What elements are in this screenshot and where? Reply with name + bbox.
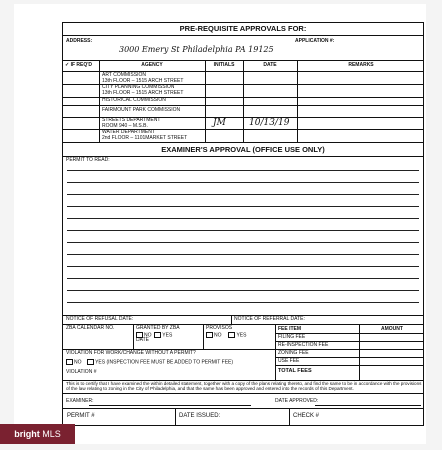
check-number-label: CHECK # [293, 413, 320, 419]
examiner-label: EXAMINER: [66, 398, 94, 404]
permit-number-label: PERMIT # [67, 413, 95, 419]
fee-filing: FILING FEE [278, 334, 306, 340]
col-initials: INITIALS [213, 62, 235, 68]
total-fees-label: TOTAL FEES [278, 368, 312, 374]
fee-zoning: ZONING FEE [278, 350, 309, 356]
violation-no-checkbox[interactable] [66, 359, 73, 365]
col-remarks: REMARKS [348, 62, 374, 68]
form-page [14, 4, 426, 444]
fee-use: USE FEE [278, 358, 300, 364]
provisos-no-checkbox[interactable] [206, 332, 213, 338]
col-agency: AGENCY [141, 62, 163, 68]
fee-item-header: FEE ITEM [278, 326, 302, 332]
prerequisite-approvals-form [62, 22, 424, 426]
fee-reinspection: RE-INSPECTION FEE [278, 342, 329, 348]
granted-by-zba-label: GRANTED BY ZBA [136, 325, 180, 331]
violation-yes-checkbox[interactable] [87, 359, 94, 365]
permit-to-read-label: PERMIT TO READ: [66, 157, 110, 163]
agency-fairmount-park: FAIRMOUNT PARK COMMISSION [102, 107, 181, 113]
date-issued-label: DATE ISSUED: [179, 413, 221, 419]
agency-streets-department: STREETS DEPARTMENT ROOM 940 – M.S.B. [102, 117, 161, 129]
agency-art-commission: ART COMMISSION 13th FLOOR – 1515 ARCH STREET [102, 72, 184, 84]
date-approved-label: DATE APPROVED: [275, 398, 319, 404]
provisos-label: PROVISOS [206, 325, 233, 331]
notice-refusal-label: NOTICE OF REFUSAL DATE: [66, 316, 134, 322]
streets-initials: JM [213, 118, 226, 128]
examiner-approval-title: EXAMINER'S APPROVAL (OFFICE USE ONLY) [161, 145, 325, 154]
violation-question: VIOLATION FOR WORK/CHANGE WITHOUT A PERMIT? [66, 350, 196, 356]
amount-header: AMOUNT [381, 326, 403, 332]
col-if-required: ✓ IF REQ'D [65, 62, 93, 68]
certification-statement: This is to certify that I have examined the within detailed statement, together with a copy of the plans relating thereto, and find the same to be in accordance with the provisions of the law relating to zoning in the City of Philadelphia, and that the same has been approved and entered into the records of this Department. [66, 381, 422, 392]
zba-calendar-label: ZBA CALENDAR NO. [66, 325, 115, 331]
zba-date-label: DATE [136, 337, 149, 343]
granted-yes-checkbox[interactable] [154, 332, 161, 338]
granted-options: NO YES [136, 332, 172, 339]
col-date: DATE [263, 62, 277, 68]
provisos-yes-checkbox[interactable] [228, 332, 235, 338]
violation-number-label: VIOLATION # [66, 369, 97, 375]
agency-water-department: WATER DEPARTMENT 2nd FLOOR – 1101MARKET STREET [102, 129, 188, 141]
notice-referral-label: NOTICE OF REFERRAL DATE: [234, 316, 305, 322]
address-value: 3000 Emery St Philadelphia PA 19125 [119, 45, 274, 54]
watermark-service: MLS [42, 429, 61, 439]
watermark-brand: bright [14, 429, 40, 439]
streets-date: 10/13/19 [249, 118, 290, 128]
agency-historical-commission: HISTORICAL COMMISSION [102, 97, 166, 103]
bright-mls-watermark [0, 424, 75, 444]
form-title: PRE-REQUISITE APPROVALS FOR: [179, 24, 307, 33]
provisos-options: NO YES [206, 332, 246, 339]
address-label: ADDRESS: [66, 38, 93, 44]
agency-city-planning: CITY PLANNING COMMISSION 13th FLOOR – 1515 ARCH STREET [102, 84, 184, 96]
application-number-label: APPLICATION #: [295, 38, 335, 44]
violation-options: NO YES (INSPECTION FEE MUST BE ADDED TO PERMIT FEE) [66, 359, 233, 366]
